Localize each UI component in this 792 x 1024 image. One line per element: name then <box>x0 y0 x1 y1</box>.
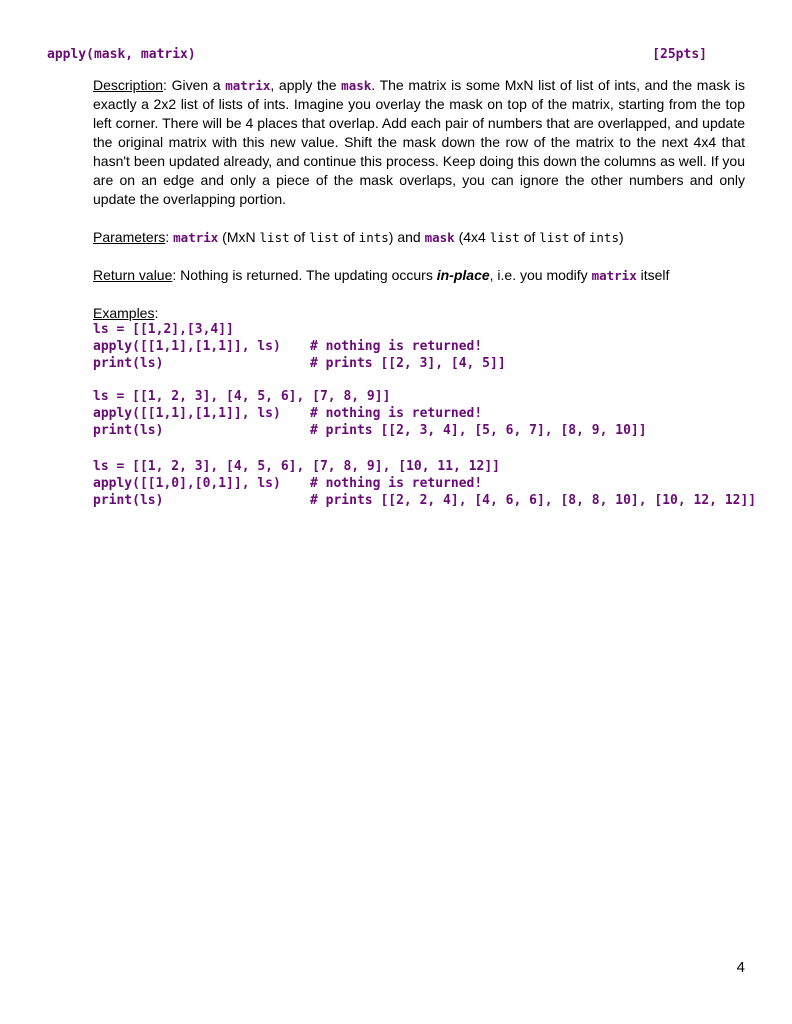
code-line <box>93 405 753 422</box>
parameters-text: (4x4 <box>454 229 490 245</box>
example-code-block-3 <box>93 458 757 509</box>
inline-code-mask: mask <box>341 78 372 93</box>
inline-code-ints: ints <box>588 230 619 245</box>
code-line <box>93 388 753 405</box>
description-paragraph <box>93 76 745 209</box>
code-comment: # nothing is returned! <box>310 476 483 491</box>
inline-code-list: list <box>309 230 340 245</box>
code-statement: ls = [[1, 2, 3], [4, 5, 6], [7, 8, 9], [10, 11, 12]] <box>93 459 500 474</box>
page-number: 4 <box>736 959 745 976</box>
example-code-block-1 <box>93 321 753 372</box>
points-label: [25pts] <box>652 47 707 62</box>
code-statement: ls = [[1, 2, 3], [4, 5, 6], [7, 8, 9]] <box>93 389 391 404</box>
code-line <box>93 458 753 475</box>
inline-code-list: list <box>489 230 520 245</box>
code-line <box>93 475 753 492</box>
description-text: : Given a <box>163 77 226 93</box>
code-comment: # prints [[2, 3, 4], [5, 6, 7], [8, 9, 10]] <box>310 423 647 438</box>
code-comment: # prints [[2, 3], [4, 5]] <box>310 356 506 371</box>
code-statement: print(ls) <box>93 493 164 508</box>
return-value-text: itself <box>636 267 670 283</box>
parameters-text: of <box>519 229 540 245</box>
code-statement: apply([[1,0],[0,1]], ls) <box>93 476 281 491</box>
example-code-block-2 <box>93 388 753 439</box>
return-value-text: : Nothing is returned. The updating occurs <box>172 267 437 283</box>
code-line <box>93 321 753 338</box>
code-statement: ls = [[1,2],[3,4]] <box>93 322 234 337</box>
examples-label: Examples <box>93 305 155 321</box>
code-comment: # nothing is returned! <box>310 339 483 354</box>
inline-code-matrix: matrix <box>173 230 219 245</box>
code-line <box>93 355 753 372</box>
code-statement: print(ls) <box>93 356 164 371</box>
parameters-text: ) <box>618 229 624 245</box>
parameters-text: (MxN <box>218 229 260 245</box>
code-line <box>93 492 757 509</box>
parameters-text: ) and <box>388 229 425 245</box>
function-signature: apply(mask, matrix) <box>47 47 196 62</box>
code-line <box>93 338 753 355</box>
parameters-text: : <box>165 229 174 245</box>
description-label: Description <box>93 77 164 93</box>
code-comment: # prints [[2, 2, 4], [4, 6, 6], [8, 8, 10], [10, 12, 12]] <box>310 493 757 508</box>
inline-code-matrix: matrix <box>591 268 637 283</box>
code-comment: # nothing is returned! <box>310 406 483 421</box>
problem-header <box>47 47 707 65</box>
return-value-paragraph <box>93 266 745 285</box>
parameters-paragraph <box>93 228 745 247</box>
return-value-text: , i.e. you modify <box>489 267 592 283</box>
return-value-label: Return value <box>93 267 173 283</box>
description-text: , apply the <box>270 77 342 93</box>
code-statement: print(ls) <box>93 423 164 438</box>
inline-code-mask: mask <box>424 230 455 245</box>
in-place-emphasis: in-place <box>436 267 490 283</box>
parameters-text: of <box>569 229 589 245</box>
code-line <box>93 422 753 439</box>
inline-code-ints: ints <box>358 230 389 245</box>
parameters-text: of <box>339 229 359 245</box>
inline-code-list: list <box>259 230 290 245</box>
code-statement: apply([[1,1],[1,1]], ls) <box>93 339 281 354</box>
parameters-label: Parameters <box>93 229 166 245</box>
inline-code-list: list <box>539 230 570 245</box>
parameters-text: of <box>289 229 310 245</box>
inline-code-matrix: matrix <box>225 78 271 93</box>
description-text: . The matrix is some MxN list of list of ints, and the mask is exactly a 2x2 list of lists of ints. Imagine you overlay the mask on top of the matrix, starting from the top left corner. There will be 4 places that overlap. Add each pair of numbers that are overlapped, and update the original matrix with this new value. Shift the mask down the row of the matrix to the next 4x4 that hasn't been updated already, and continue this process. Keep doing this down the columns as well. If you are on an edge and only a piece of the mask overlaps, you can ignore the other numbers and only update the overlapping portion. <box>93 77 745 207</box>
examples-colon: : <box>154 305 159 321</box>
code-statement: apply([[1,1],[1,1]], ls) <box>93 406 281 421</box>
